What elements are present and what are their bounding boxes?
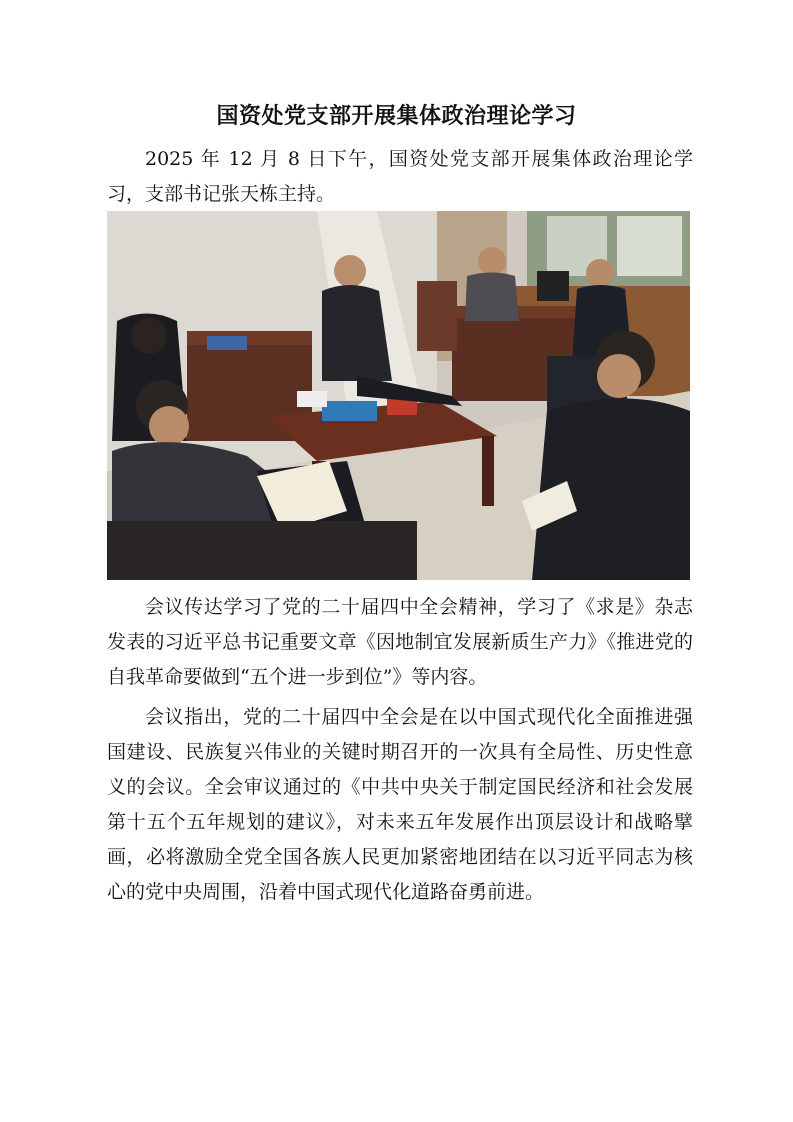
article-title: 国资处党支部开展集体政治理论学习 (216, 103, 577, 129)
body-paragraph-2: 会议指出，党的二十届四中全会是在以中国式现代化全面推进强国建设、民族复兴伟业的关键时期召开的一次具有全局性、历史性意义的会议。全会审议通过的《中共中央关于制定国民经济和社会发展第十五个五年规划的建议》，对未来五年发展作出顶层设计和战略擘画，必将激励全党全国各族人民更加紧密地团结在以习近平同志为核心的党中央周围，沿着中国式现代化道路奋勇前进。 (107, 706, 693, 903)
meeting-photo (107, 211, 690, 580)
body-paragraph-1: 会议传达学习了党的二十届四中全会精神，学习了《求是》杂志发表的习近平总书记重要文章《因地制宜发展新质生产力》《推进党的自我革命要做到“五个进一步到位”》等内容。 (107, 596, 693, 688)
intro-paragraph: 2025 年 12 月 8 日下午，国资处党支部开展集体政治理论学习，支部书记张天栋主持。 (107, 148, 693, 205)
